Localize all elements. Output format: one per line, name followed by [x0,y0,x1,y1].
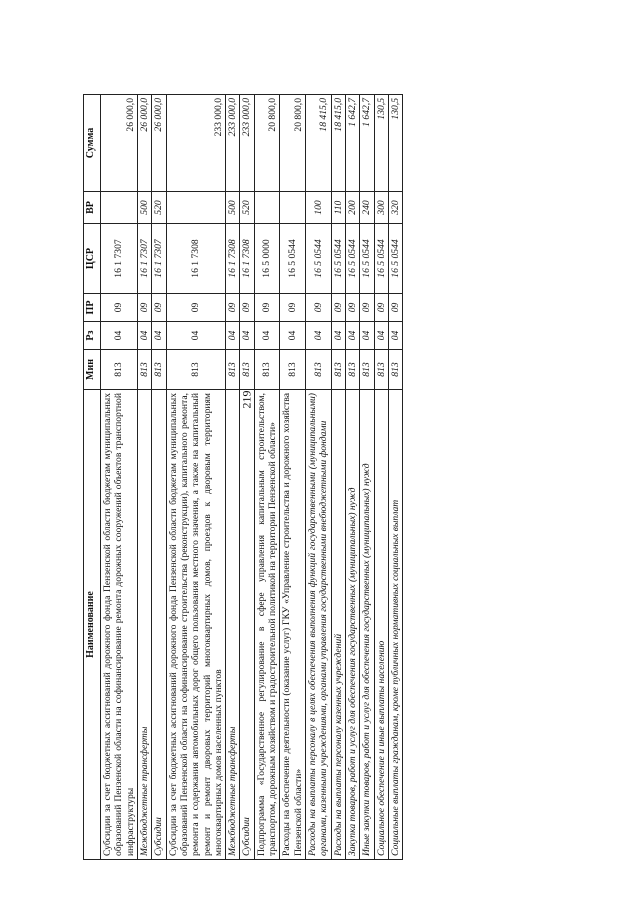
cell-vr [254,192,280,224]
cell-pr: 09 [166,294,226,322]
header-min: Мин [84,350,101,390]
header-rz: Рз [84,322,101,350]
cell-name: Расходы на обеспечение деятельности (оказание услуг) ГКУ «Управление строительства и дорожного хозяйства Пензенской области» [280,390,306,860]
cell-name: Межбюджетные трансферты [137,390,151,860]
cell-min: 813 [345,350,359,390]
cell-csr: 16 1 7308 [226,224,240,294]
cell-min: 813 [280,350,306,390]
cell-rz: 04 [345,322,359,350]
cell-min: 813 [166,350,226,390]
cell-sum: 1 642,7 [345,95,359,192]
table-row [360,95,374,860]
cell-pr: 09 [331,294,345,322]
table-row [388,95,402,860]
cell-vr: 110 [331,192,345,224]
cell-name: Субсидии за счет бюджетных ассигнований дорожного фонда Пензенской области бюджетам муниципальных образований Пензенской области на софинансирование ремонта дорожных сооружений объектов транспортной инфраструктуры [101,390,138,860]
cell-sum: 130,5 [374,95,388,192]
cell-sum: 20 800,0 [280,95,306,192]
cell-csr: 16 1 7308 [240,224,254,294]
cell-vr: 500 [137,192,151,224]
cell-rz: 04 [166,322,226,350]
cell-pr: 09 [306,294,332,322]
table-row [254,95,280,860]
table-row [101,95,138,860]
cell-sum: 26 000,0 [152,95,166,192]
cell-pr: 09 [226,294,240,322]
cell-name: Субсидии [240,390,254,860]
cell-csr: 16 5 0544 [280,224,306,294]
budget-table [83,94,403,860]
cell-sum: 18 415,0 [331,95,345,192]
cell-name: Расходы на выплаты персоналу казенных учреждений [331,390,345,860]
table-row [240,95,254,860]
cell-vr [166,192,226,224]
cell-rz: 04 [240,322,254,350]
cell-name: Социальные выплаты гражданам, кроме публичных нормативных социальных выплат [388,390,402,860]
cell-csr: 16 5 0000 [254,224,280,294]
cell-name: Социальное обеспечение и иные выплаты населению [374,390,388,860]
cell-rz: 04 [306,322,332,350]
header-vr: ВР [84,192,101,224]
cell-sum: 26 000,0 [137,95,151,192]
table-row [345,95,359,860]
cell-name: Субсидии за счет бюджетных ассигнований дорожного фонда Пензенской области бюджетам муниципальных образований Пензенской области на софинансирование строительства (реконструкции), капитального ремонта, ремонта и содержания автомобильных дорог общего пользования местного значения, а также на капитальный ремонт и ремонт дворовых территорий многоквартирных домов, проездов к дворовым территориям многоквартирных домов населенных пунктов [166,390,226,860]
cell-pr: 09 [240,294,254,322]
table-row [331,95,345,860]
cell-sum: 233 000,0 [226,95,240,192]
cell-name: Подпрограмма «Государственное регулирование в сфере управления капитальным строительством, транспортом, дорожным хозяйством и градостроительной политикой на территории Пензенской области» [254,390,280,860]
table-row [166,95,226,860]
cell-name: Закупка товаров, работ и услуг для обеспечения государственных (муниципальных) нужд [345,390,359,860]
table-row [374,95,388,860]
cell-pr: 09 [345,294,359,322]
cell-min: 813 [101,350,138,390]
cell-pr: 09 [280,294,306,322]
cell-csr: 16 1 7307 [152,224,166,294]
cell-pr: 09 [360,294,374,322]
cell-vr: 520 [152,192,166,224]
header-name: Наименование [84,390,101,860]
cell-csr: 16 5 0544 [374,224,388,294]
cell-min: 813 [226,350,240,390]
cell-pr: 09 [137,294,151,322]
cell-csr: 16 5 0544 [360,224,374,294]
cell-csr: 16 1 7307 [137,224,151,294]
header-pr: ПР [84,294,101,322]
cell-pr: 09 [152,294,166,322]
cell-sum: 233 000,0 [240,95,254,192]
cell-sum: 18 415,0 [306,95,332,192]
cell-csr: 16 1 7307 [101,224,138,294]
header-csr: ЦСР [84,224,101,294]
cell-vr: 200 [345,192,359,224]
cell-csr: 16 5 0544 [331,224,345,294]
cell-min: 813 [254,350,280,390]
table-header-row [84,95,101,860]
cell-csr: 16 5 0544 [306,224,332,294]
cell-name: Межбюджетные трансферты [226,390,240,860]
cell-vr: 100 [306,192,332,224]
cell-vr: 240 [360,192,374,224]
cell-rz: 04 [388,322,402,350]
cell-rz: 04 [137,322,151,350]
cell-name: Расходы на выплаты персоналу в целях обеспечения выполнения функций государственными (муниципальными) органами, казенными учреждениями, органами управления государственными внебюджетными фондами [306,390,332,860]
cell-min: 813 [360,350,374,390]
cell-name: Иные закупки товаров, работ и услуг для обеспечения государственных (муниципальных) нужд [360,390,374,860]
cell-min: 813 [137,350,151,390]
table-row [137,95,151,860]
cell-min: 813 [331,350,345,390]
cell-pr: 09 [374,294,388,322]
cell-pr: 09 [388,294,402,322]
cell-rz: 04 [331,322,345,350]
cell-rz: 04 [152,322,166,350]
cell-vr: 500 [226,192,240,224]
cell-name: Субсидии [152,390,166,860]
table-row [152,95,166,860]
page-number: 219 [239,390,254,409]
cell-min: 813 [374,350,388,390]
cell-csr: 16 5 0544 [388,224,402,294]
cell-sum: 26 000,0 [101,95,138,192]
table-row [226,95,240,860]
cell-sum: 20 800,0 [254,95,280,192]
cell-sum: 233 000,0 [166,95,226,192]
header-sum: Сумма [84,95,101,192]
cell-vr: 300 [374,192,388,224]
cell-rz: 04 [374,322,388,350]
cell-rz: 04 [360,322,374,350]
cell-vr [101,192,138,224]
cell-min: 813 [240,350,254,390]
cell-rz: 04 [254,322,280,350]
cell-vr [280,192,306,224]
cell-rz: 04 [280,322,306,350]
cell-min: 813 [152,350,166,390]
cell-pr: 09 [254,294,280,322]
cell-sum: 1 642,7 [360,95,374,192]
cell-rz: 04 [101,322,138,350]
rotated-table-container [83,95,566,860]
cell-min: 813 [306,350,332,390]
cell-min: 813 [388,350,402,390]
cell-rz: 04 [226,322,240,350]
table-row [280,95,306,860]
cell-csr: 16 5 0544 [345,224,359,294]
table-row [306,95,332,860]
cell-sum: 130,5 [388,95,402,192]
cell-vr: 520 [240,192,254,224]
cell-pr: 09 [101,294,138,322]
cell-vr: 320 [388,192,402,224]
cell-csr: 16 1 7308 [166,224,226,294]
